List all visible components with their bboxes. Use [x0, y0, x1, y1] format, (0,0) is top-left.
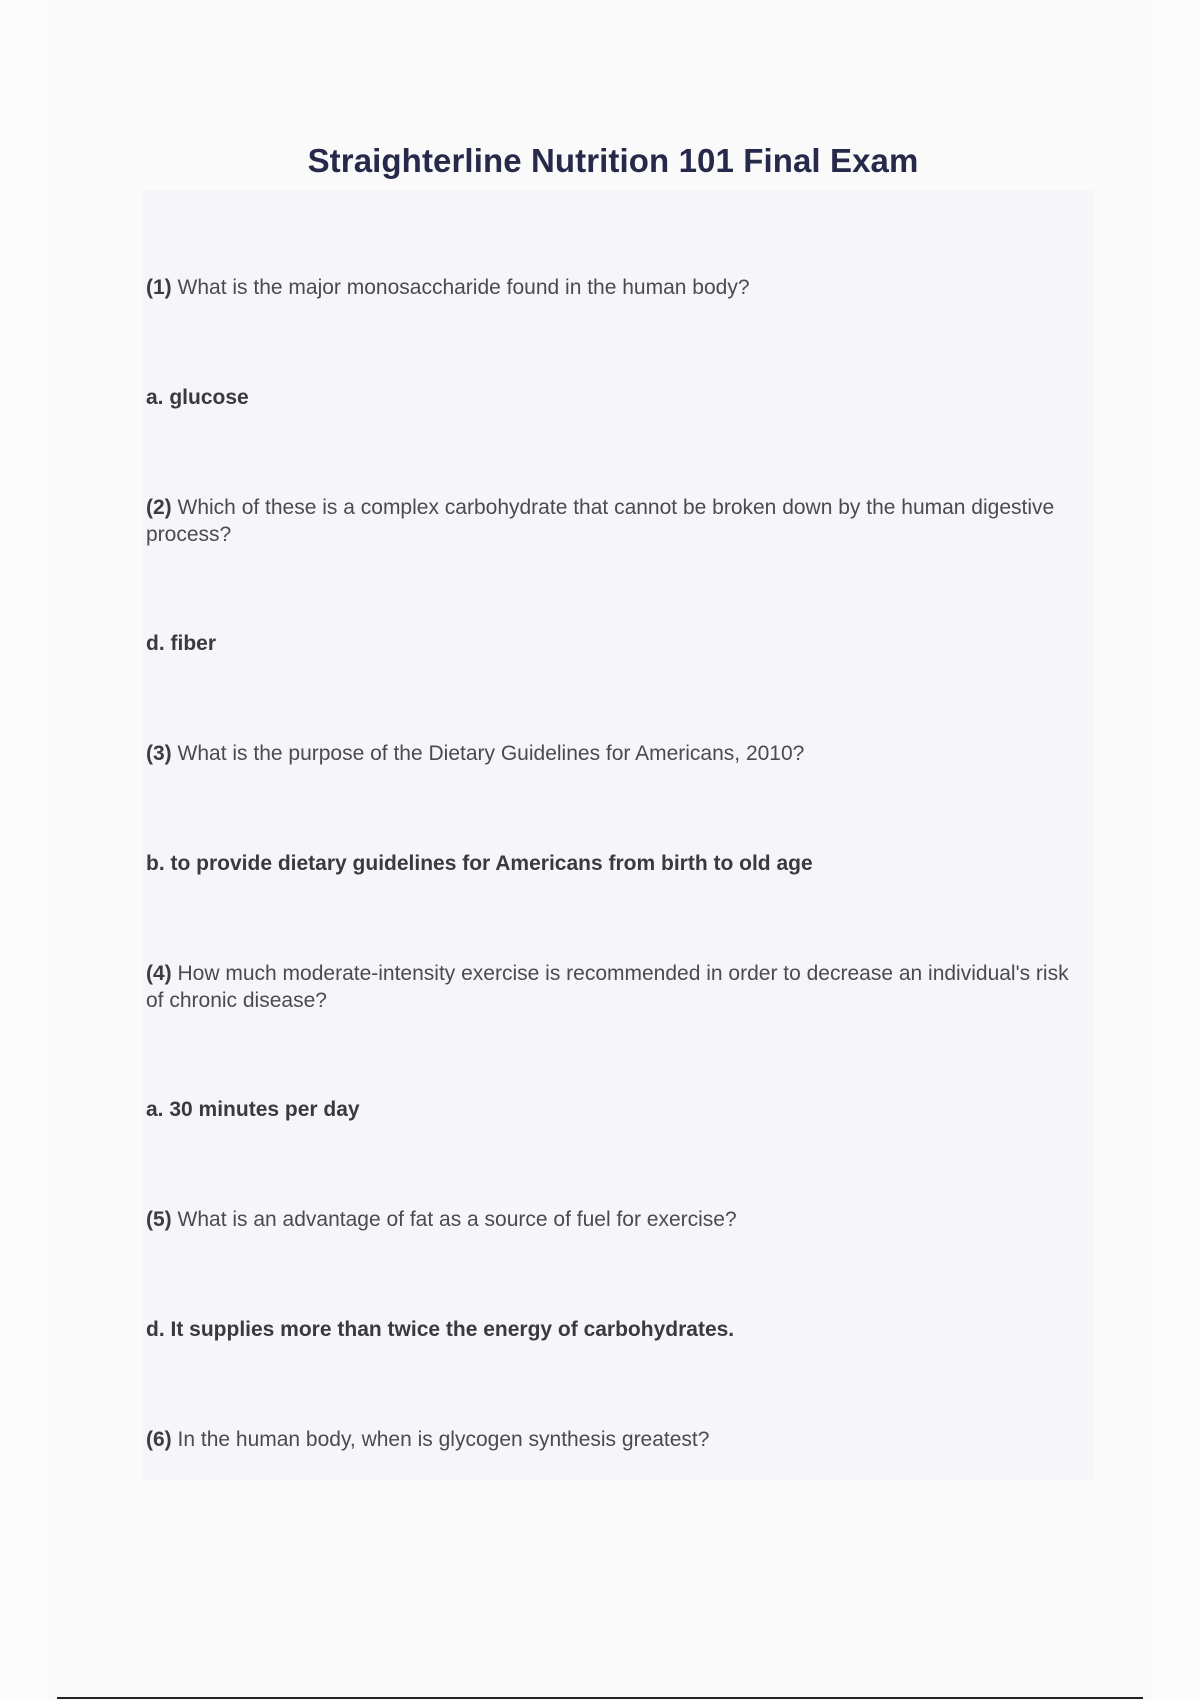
document-title: Straighterline Nutrition 101 Final Exam: [307, 142, 919, 179]
question-text: Which of these is a complex carbohydrate that cannot be broken down by the human digestive process?: [146, 496, 1055, 546]
question-4: [146, 960, 1086, 1014]
answer-2: d. fiber: [146, 632, 217, 655]
answer-1: a. glucose: [146, 386, 249, 409]
question-number: (6): [146, 1428, 172, 1451]
question-text: What is the major monosaccharide found in the human body?: [177, 276, 750, 299]
question-number: (4): [146, 962, 172, 985]
question-1: [146, 274, 1086, 301]
question-number: (1): [146, 276, 172, 299]
answer-4: a. 30 minutes per day: [146, 1098, 360, 1121]
question-text: How much moderate-intensity exercise is recommended in order to decrease an individual's risk of chronic disease?: [146, 962, 1069, 1012]
question-6: [146, 1426, 1086, 1453]
question-number: (3): [146, 742, 172, 765]
question-2: [146, 494, 1086, 548]
question-5: [146, 1206, 1086, 1233]
answer-5: d. It supplies more than twice the energy of carbohydrates.: [146, 1318, 735, 1341]
question-number: (5): [146, 1208, 172, 1231]
question-text: What is the purpose of the Dietary Guidelines for Americans, 2010?: [177, 742, 805, 765]
question-3: [146, 740, 1086, 767]
question-text: What is an advantage of fat as a source of fuel for exercise?: [177, 1208, 737, 1231]
question-text: In the human body, when is glycogen synthesis greatest?: [177, 1428, 710, 1451]
answer-3: b. to provide dietary guidelines for Americans from birth to old age: [146, 852, 813, 875]
question-number: (2): [146, 496, 172, 519]
footer-divider: [57, 1697, 1143, 1699]
